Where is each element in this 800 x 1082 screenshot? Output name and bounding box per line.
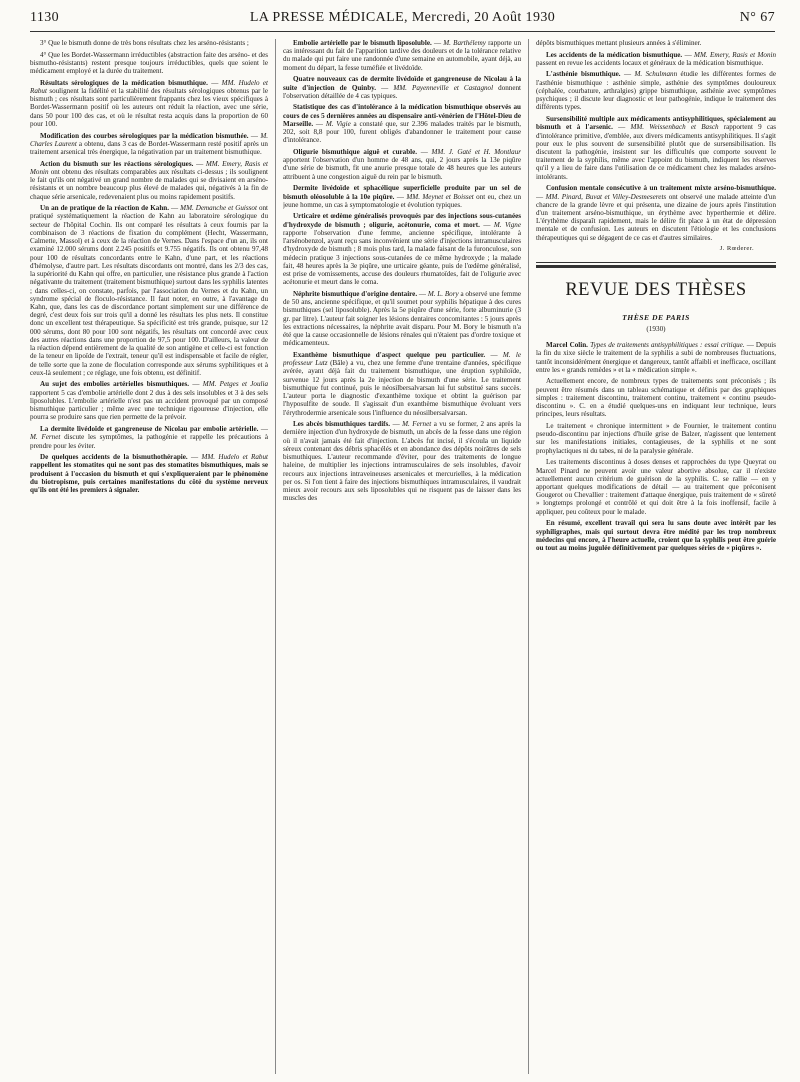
abstract-title: Confusion mentale consécutive à un traitement mixte arséno-bismuthique. (546, 184, 776, 193)
abstract: De quelques accidents de la bismuthothérapie. — MM. Hudelo et Rabut rappellent les stomatites qui ne sont pas des stomatites bismuthiques, mais se produisent à l'occasion du bismuth et qui s'expliqueraient par le phénomène du biotropisme, puis certaines manifestations du côté du système nerveux qu'ils ont été les premiers à signaler. (30, 453, 268, 495)
abstract: Un an de pratique de la réaction de Kahn. — MM. Demanche et Guissot ont pratiqué systématiquement la réaction de Kahn au laboratoire sérologique du secteur de l'hôpital Cochin. Ils ont comparé les résultats à ceux fournis par la combinaison de 3 réactions de fixation du complément (Hecht, Wassermann, Calmette, Massol) et à ceux de la réaction de Vernes. Dans l'espace d'un an, ils ont examiné 12.000 sérums dont 2.245 positifs et 9.755 négatifs. Ils ont obtenu 97,48 pour 100 de résultats concordants entre le Kahn, d'une part, et les réactions d'hémolyse, d'autre part. Les résultats discordants ont montré, dans les 2/3 des cas, la supériorité du Kahn qui offre, en particulier, une résistance plus grande à l'action négativante du traitement (traitement bismuthique) surtout dans les syphilis latentes ; dans celles-ci, on constate, parfois, par l'association du Vernes et du Kahn, un syndrome spécial de floculo-résistance. Il faut noter, en outre, à l'avantage du Kahn, que, dans les cas de discordance portant simplement sur une différence de degré, c'est deux fois sur trois qu'il a donné les résultats les plus nets. Il constitue donc un excellent test thérapeutique. Sa spécificité est très grande, puisque, sur 12 000 sérums, dont 80 pour 100 sont négatifs, les résultats ont concordé avec ceux des autres réactions dans une proportion de 97,5 pour 100. D'ailleurs, la valeur de la réaction dépend entièrement de la qualité de son antigène et celle-ci est fonction de la teneur en lipoïde de l'extrait, teneur qu'il est indispensable et facile de régler, de telle sorte que la zone de floculation corresponde aux sérums syphilitiques et à ceux-là seulement ; ce réglage, une fois obtenu, est définitif. (30, 204, 268, 377)
column-3 (536, 39, 776, 1074)
abstract-body: a observé une femme de 50 ans, ancienne spécifique, et qu'il soumet pour syphilis hépatique à des cures bismuthiques (sel liposoluble). Après la 5e piqûre d'une série, forte albuminurie (3 gr. par litre). L'auteur fait soigner les lésions dentaires concomitantes : 5 jours après les extractions nécessaires, la néphrite avait disparu. Pour M. Bory le bismuth n'a été que la cause occasionnelle de lésions rénales qui n'étaient pas d'ordre toxique et médicamenteux. (283, 289, 521, 348)
abstract-title: Statistique des cas d'intolérance à la médication bismuthique observés au cours de ces 5 dernières années au dispensaire anti-vénérien de l'Hôtel-Dieu de Marseille. (283, 103, 521, 128)
section-rule (536, 262, 776, 263)
abstract: Action du bismuth sur les réactions sérologiques. — MM. Emery, Rasis et Monin ont obtenu des résultats comparables aux résultats ci-dessus ; ils soulignent le fait qu'ils ont négativé un grand nombre de malades qui se divisaient en arséno-résistants et un nombre beaucoup plus élevé de malades qui, négativés à la fin de chaque série arsenicale, redevenaient plus ou moins rapidement positifs. (30, 159, 268, 201)
paragraph: 3° Que le bismuth donne de très bons résultats chez les arséno-résistants ; (40, 39, 249, 47)
subsection-heading: THÈSE DE PARIS (622, 312, 690, 322)
abstract-title: Embolie artérielle par le bismuth liposoluble. (293, 39, 432, 47)
paragraph: Le traitement « chronique intermittent » de Fournier, le traitement continu pseudo-discontinu par injections d'huile grise de Balzer, n'agissent que lentement sur les manifestations initiales, contagieuses, de la syphilis et ne sont prophylactiques ni du tabes, ni de la paralysie générale. (536, 421, 776, 455)
abstract-title: De quelques accidents de la bismuthothérapie. (40, 453, 188, 462)
column-divider-2 (528, 39, 529, 1074)
abstract-body: passent en revue les accidents locaux et généraux de la médication bismuthique. (536, 58, 764, 67)
abstract-author: M. Vigie (325, 119, 351, 128)
abstract-author: M. L. Bory (427, 289, 459, 298)
section-heading: REVUE DES THÈSES (565, 279, 747, 300)
abstract-title: Sursensibilité multiple aux médicaments antisyphilitiques, spécialement au bismuth et à l'arsenic. (536, 115, 776, 132)
abstract-body: apportent l'observation d'un homme de 48 ans, qui, 2 jours après la 13e piqûre d'une série de bismuth, fit une anurie presque totale de 48 heures que les auteurs attribuent à une congestion aiguë du rein par le bismuth. (283, 156, 521, 181)
abstract-author: MM. Emery, Rasis et Monin (30, 159, 268, 176)
abstract-title: Un an de pratique de la réaction de Kahn. (40, 204, 170, 213)
abstract-author: M. Schulmann (634, 70, 678, 79)
abstract-author: MM. Payenneville et Castagnol (393, 83, 494, 92)
abstract-title: Dermite livédoïde et sphacélique superficielle produite par un sel de bismuth oléosoluble à la 10e piqûre. (283, 184, 521, 201)
paragraph: dépôts bismuthiques mettant plusieurs années à s'éliminer. (536, 39, 702, 47)
abstract-body: a vu se former, 2 ans après la dernière injection d'un hydroxyde de bismuth, un abcès de la fesse dans une région où il n'avait jamais été fait d'injection. L'abcès fut incisé, il s'écoula un liquide séreux contenant des débris sphacélés et en abondance des dépôts noirâtres de sels bismuthiques. L'auteur recommande d'éviter, pour des traitements de longue haleine, de multiplier les injections intramusculaires de sels insolubles, d'avoir recours aux injections intraveineuses arsenicales et mercurielles, à la médication per os. Si l'on tient à faire des injections bismuthiques intramusculaires, il vaudrait mieux avoir recours aux sels liposolubles qui ne risquent pas de laisser dans les muscles des (283, 420, 521, 503)
journal-title: LA PRESSE MÉDICALE, Mercredi, 20 Août 1930 (249, 10, 556, 25)
page-number: 1130 (30, 10, 60, 25)
abstract-body: (Bâle) a vu, chez une femme d'une trentaine d'années, spécifique avérée, ayant déjà fait du traitement bismuthique, une éruption syphiloïde, survenue 12 jours après la 2e injection de bismuth d'une série. Le traitement bismuthique fut continué, puis le néosilbersalvarsan lui fut substitué sans succès. L'auteur porta le diagnostic d'exanthème toxique et obtint la guérison par l'hyposulfite de soude. Il s'agissait d'un exanthème bismuthique évoluant vers l'érythrodermie arsenicale sous l'influence du néosilbersalvarsan. (283, 359, 521, 417)
abstract: Les accidents de la médication bismuthique. — MM. Emery, Rasis et Monin passent en revue les accidents locaux et généraux de la médication bismuthique. (536, 50, 776, 67)
abstract-title: Oligurie bismuthique aiguë et curable. (293, 147, 418, 156)
column-divider-1 (275, 39, 276, 1074)
abstract-body: rapporte l'observation d'une femme, ancienne spécifique, intolérante à l'arsénobenzol, ayant reçu sans inconvénient une série d'injections intramusculaires d'hydroxyde de bismuth ; 8 mois plus tard, la malade faisant de la furonculose, son médecin pratique 3 injections sous-cutanées de ce même hydroxyde ; la malade fait, 48 heures après la 3e piqûre, une urticaire géante, puis de l'œdème généralisé, est prise de vomissements, accuse des douleurs rhumatoïdes, fait de l'oligurie avec acétonurie et meurt dans le coma. (283, 228, 521, 287)
abstract-author: MM. J. Gaté et H. Montlaur (431, 147, 521, 156)
abstract-body: étudie les différentes formes de l'asthénie bismuthique : asthénie simple, asthénie des symptômes douloureux (céphalée, courbature, arthralgies) grippe bismuthique, asthénie avec symptômes psychiques ; il discute leur diagnostic et leur pathogénie, indique le traitement des différents types. (536, 70, 776, 112)
thesis-review: Marcel Colin. Types de traitements antisyphilitiques : essai critique. — Depuis la fin du xixe siècle le traitement de la syphilis a subi de nombreuses fluctuations, tantôt inconsidérément énergique et dangereux, tantôt affaibli et inefficace, oscillant entre les « grands remèdes » et la « médication simple ». (536, 341, 776, 374)
abstract-title: Exanthème bismuthique d'aspect quelque peu particulier. (293, 350, 486, 359)
abstract-author: M. le professeur Lutz (283, 350, 521, 368)
abstract: Résultats sérologiques de la médication bismuthique. — MM. Hudelo et Rabut soulignent la fidélité et la stabilité des résultats sérologiques obtenus par le bismuth ; ces résultats sont particulièrement frappants chez les vieux spécifiques à Bordet-Wassermann positif où les auteurs ont réduit la réaction, avec une série, dans 50 pour 100 des cas, et où le résultat resta acquis dans la proportion de 60 pour 100. (30, 78, 268, 128)
abstract-author: M. Vigne (493, 220, 521, 229)
abstract-title: Les accidents de la médication bismuthique. (546, 50, 683, 59)
thesis-title: Types de traitements antisyphilitiques : essai critique. (590, 341, 745, 350)
abstract-body: rapportent 9 cas d'intolérance primitive, d'emblée, aux divers médicaments antisyphilitiques. Il s'agit pour eux le plus souvent de sursensibilité plutôt que de sursensibilisation. Ils discutent la pathogénie, insistent sur les difficultés que comporte souvent le traitement de la syphilis, même avec l'appoint du bismuth, indiquent les réserves qu'il y a lieu de faire dans l'utilisation de ce médicament chez les malades arséno-intolérants. (536, 123, 776, 181)
abstract-author: MM. Weissenbach et Basch (630, 123, 719, 132)
abstract-author: MM. Petges et Joulia (202, 380, 268, 389)
thesis-body: Depuis la fin du xixe siècle le traitement de la syphilis a subi de nombreuses fluctuations, tantôt inconsidérément énergique et dangereux, tantôt affaibli et inefficace, oscillant entre les « grands remèdes » et la « médication simple ». (536, 341, 776, 374)
abstract-body: discute les symptômes, la pathogénie et rappelle les précautions à prendre pour les éviter. (30, 433, 268, 450)
abstract-body: ont pratiqué systématiquement la réaction de Kahn au laboratoire sérologique du secteur de l'hôpital Cochin. Ils ont comparé les résultats à ceux fournis par la combinaison de 3 réactions de fixation du complément (Hecht, Wassermann, Calmette, Massol) et à ceux de la réaction de Vernes. Dans l'espace d'un an, ils ont examiné 12.000 sérums dont 2.245 positifs et 9.755 négatifs. Ils ont obtenu 97,48 pour 100 de résultats concordants entre le Kahn, d'une part, et les réactions d'hémolyse, d'autre part. Les résultats discordants ont montré, dans les 2/3 des cas, la supériorité du Kahn qui offre, en particulier, une résistance plus grande à l'action négativante du traitement (traitement bismuthique) surtout dans les syphilis latentes ; dans celles-ci, on constate, parfois, par l'association du Vernes et du Kahn, un syndrome spécial de floculo-résistance. Il faut noter, en outre, à l'avantage du Kahn, que, dans les cas de discordance portant simplement sur une différence de degré, c'est deux fois sur trois qu'il a donné les résultats les plus nets. Il constitue donc un excellent test thérapeutique. Sa spécificité est très grande, puisque, sur 12 000 sérums, dont 80 pour 100 sont négatifs, les résultats ont concordé avec ceux des autres réactions dans une proportion de 97,5 pour 100. D'ailleurs, la valeur de la réaction dépend entièrement de la qualité de son antigène et celle-ci est fonction de la teneur en lipoïde de l'extrait, teneur qu'il est indispensable et facile de régler, de telle sorte que la zone de floculation corresponde aux sérums syphilitiques et à ceux-là seulement ; ce réglage, une fois obtenu, est définitif. (30, 204, 268, 377)
abstract-body: ont eu, chez un jeune homme, un cas à symptomatologie et évolution typiques. (283, 192, 521, 209)
abstract-author: M. Charles Laurent (30, 131, 268, 148)
abstract-title: Les abcès bismuthiques tardifs. (293, 420, 391, 429)
abstract-author: M. Fernet (402, 420, 432, 429)
abstract-title: Néphrite bismuthique d'origine dentaire. (293, 289, 418, 298)
abstract: Dermite livédoïde et sphacélique superficielle produite par un sel de bismuth oléosoluble à la 10e piqûre. — MM. Meynet et Boisset ont eu, chez un jeune homme, un cas à symptomatologie et évolution typiques. (283, 184, 521, 209)
abstract-body: donnent l'observation détaillée de 4 cas typiques. (283, 83, 521, 100)
column-2 (283, 39, 521, 1074)
paragraph: Les traitements discontinus à doses denses et rapprochées du type Queyrat ou Marcel Pinard ne peuvent avoir une valeur abortive absolue, car il n'existe actuellement aucun critérium de guérison de la syphilis. C. se rallie — en y apportant quelques modifications de détail — au traitement que préconisent Gougerot ou Chevallier : traitement d'attaque énergique, puis traitement de « sûreté » longtemps prolongé et contrôlé et qui doit être à la fois inoffensif, facile à appliquer, peu coûteux pour le malade. (536, 458, 776, 516)
abstract-title: La dermite livédoïde et gangreneuse de Nicolau par embolie artérielle. (40, 425, 259, 434)
abstract-body: a obtenu, dans 3 cas de Bordet-Wassermann resté positif après un traitement arsenical très énergique, la négativation par un traitement bismuthique. (30, 139, 268, 156)
abstract: Néphrite bismuthique d'origine dentaire. — M. L. Bory a observé une femme de 50 ans, ancienne spécifique, et qu'il soumet pour syphilis hépatique à des cures bismuthiques (sel liposoluble). Après la 5e piqûre d'une série, forte albuminurie (3 gr. par litre). L'auteur fait soigner les lésions dentaires concomitantes : 5 jours après les extractions nécessaires, la néphrite avait disparu. Pour M. Bory le bismuth n'a été que la cause occasionnelle de lésions rénales qui n'étaient pas d'ordre toxique et médicamenteux. (283, 289, 521, 348)
abstract: Sursensibilité multiple aux médicaments antisyphilitiques, spécialement au bismuth et à l'arsenic. — MM. Weissenbach et Basch rapportent 9 cas d'intolérance primitive, d'emblée, aux divers médicaments antisyphilitiques. Il s'agit pour eux le plus souvent de sursensibilité plutôt que de sursensibilisation. Ils discutent la pathogénie, insistent sur les difficultés que comporte souvent le traitement de la syphilis, même avec l'appoint du bismuth, indiquent les réserves qu'il y a lieu de faire dans l'utilisation de ce médicament chez les malades arséno-intolérants. (536, 115, 776, 181)
abstract-author: MM. Demanche et Guissot (180, 204, 257, 213)
abstract-body: rapportent 5 cas d'embolie artérielle dont 2 dus à des sels insolubles et 3 à des sels liposolubles. L'embolie artérielle n'est pas un accident provoqué par un composé bismuthique particulier ; même avec une technique rigoureuse d'injection, elle pourra se produire sans que rien permette de la prévoir. (30, 388, 268, 422)
abstract-title: L'asthénie bismuthique. (546, 70, 621, 79)
paragraph: 4° Que les Bordet-Wassermann irréductibles (abstraction faite des arséno- et des bismutho-résistants) restent presque toujours irréductibles, quels que soient le médicament employé et la durée du traitement. (30, 50, 268, 76)
abstract-body: soulignent la fidélité et la stabilité des résultats sérologiques obtenus par le bismuth ; ces résultats sont particulièrement frappants chez les vieux spécifiques à Bordet-Wassermann positif où les auteurs ont réduit la réaction, avec une série, dans 50 pour 100 des cas, et où le résultat resta acquis dans la proportion de 60 pour 100. (30, 86, 268, 128)
abstract-author: M. Fernet (30, 433, 61, 442)
abstract: Exanthème bismuthique d'aspect quelque peu particulier. — M. le professeur Lutz (Bâle) a vu, chez une femme d'une trentaine d'années, spécifique avérée, ayant déjà fait du traitement bismuthique, une éruption syphiloïde, survenue 12 jours après la 2e injection de bismuth d'une série. Le traitement bismuthique fut continué, puis le néosilbersalvarsan lui fut substitué sans succès. L'auteur porta le diagnostic d'exanthème toxique et obtint la guérison par l'hyposulfite de soude. Il s'agissait d'un exanthème bismuthique évoluant vers l'érythrodermie arsenicale sous l'influence du néosilbersalvarsan. (283, 350, 521, 417)
abstract: Oligurie bismuthique aiguë et curable. — MM. J. Gaté et H. Montlaur apportent l'observation d'un homme de 48 ans, qui, 2 jours après la 13e piqûre d'une série de bismuth, fit une anurie presque totale de 48 heures que les auteurs attribuent à une congestion aiguë du rein par le bismuth. (283, 147, 521, 181)
abstract-body: ont obtenu des résultats comparables aux résultats ci-dessus ; ils soulignent le fait qu'ils ont négativé un grand nombre de malades qui se divisaient en arséno-résistants et un nombre beaucoup plus élevé de malades qui, négativés à la fin de chaque série arsenicale, redevenaient plus ou moins rapidement positifs. (30, 167, 268, 201)
abstract-title: Modification des courbes sérologiques par la médication bismuthée. (40, 131, 249, 140)
abstract-title: Résultats sérologiques de la médication bismuthique. (40, 78, 208, 87)
abstract: Modification des courbes sérologiques par la médication bismuthée. — M. Charles Laurent a obtenu, dans 3 cas de Bordet-Wassermann resté positif après un traitement arsenical très énergique, la négativation par un traitement bismuthique. (30, 131, 268, 156)
paragraph: En résumé, excellent travail qui sera lu sans doute avec intérêt par les syphiligraphes, mais qui surtout devra être médité par les trop nombreux médecins qui encore, à l'heure actuelle, croient que la syphilis peut être guérie ou tout au moins jugulée définitivement par quelques séries de « piqûres ». (536, 519, 776, 552)
signature: J. Rœderer. (719, 245, 754, 253)
abstract: Statistique des cas d'intolérance à la médication bismuthique observés au cours de ces 5 dernières années au dispensaire anti-vénérien de l'Hôtel-Dieu de Marseille. — M. Vigie a constaté que, sur 2.396 malades traités par le bismuth, 202, soit 8,8 pour 100, furent obligés d'abandonner le traitement pour cause d'intolérance. (283, 103, 521, 145)
section-double-rule (536, 265, 776, 268)
abstract-title: Action du bismuth sur les réactions sérologiques. (40, 159, 194, 168)
abstract: Les abcès bismuthiques tardifs. — M. Fernet a vu se former, 2 ans après la dernière injection d'un hydroxyde de bismuth, un abcès de la fesse dans une région où il n'avait jamais été fait d'injection. L'abcès fut incisé, il s'écoula un liquide séreux contenant des débris sphacélés et en abondance des dépôts noirâtres de sels bismuthiques. L'auteur recommande d'éviter, pour des traitements de longue haleine, de multiplier les injections intramusculaires de sels insolubles, d'avoir recours aux injections intraveineuses arsenicales et mercurielles, à la médication per os. Si l'on tient à faire des injections bismuthiques intramusculaires, il vaudrait mieux avoir recours aux sels liposolubles qui ne risquent pas de laisser dans les muscles des (283, 420, 521, 503)
abstract: La dermite livédoïde et gangreneuse de Nicolau par embolie artérielle. — M. Fernet discute les symptômes, la pathogénie et rappelle les précautions à prendre pour les éviter. (30, 425, 268, 450)
abstract: L'asthénie bismuthique. — M. Schulmann étudie les différentes formes de l'asthénie bismuthique : asthénie simple, asthénie des symptômes douloureux (céphalée, courbature, arthralgies) grippe bismuthique, asthénie avec symptômes psychiques ; il discute leur diagnostic et leur pathogénie, indique le traitement des différents types. (536, 70, 776, 112)
abstract: Embolie artérielle par le bismuth liposoluble. — M. Barthélemy rapporte un cas intéressant du fait de l'apparition tardive des douleurs et de la tolérance relative du malade qui put faire une randonnée d'une semaine en automobile, ayant déjà, au moment du départ, la fesse tuméfiée et livédoïde. (283, 39, 521, 72)
abstract-author: MM. Meynet et Boisset (406, 192, 474, 201)
abstract-author: MM. Pinard, Buvat et Villey-Desmeserets (545, 192, 667, 201)
abstract-author: M. Barthélemy (443, 39, 486, 47)
abstract: Au sujet des embolies artérielles bismuthiques. — MM. Petges et Joulia rapportent 5 cas d'embolie artérielle dont 2 dus à des sels insolubles et 3 à des sels liposolubles. L'embolie artérielle n'est pas un accident provoqué par un composé bismuthique particulier ; même avec une technique rigoureuse d'injection, elle pourra se produire sans que rien permette de la prévoir. (30, 380, 268, 422)
abstract-body: rapporte un cas intéressant du fait de l'apparition tardive des douleurs et de la tolérance relative du malade qui put faire une randonnée d'une semaine en automobile, ayant déjà, au moment du départ, la fesse tuméfiée et livédoïde. (283, 39, 521, 72)
abstract-author: MM. Hudelo et Rabut (201, 453, 268, 462)
subsection-year: (1930) (646, 324, 666, 333)
abstract: Urticaire et œdème généralisés provoqués par des injections sous-cutanées d'hydroxyde de bismuth ; oligurie, acétonurie, coma et mort. — M. Vigne rapporte l'observation d'une femme, ancienne spécifique, intolérante à l'arsénobenzol, ayant reçu sans inconvénient une série d'injections intramusculaires d'hydroxyde de bismuth ; 8 mois plus tard, la malade faisant de la furonculose, son médecin pratique 3 injections sous-cutanées de ce même hydroxyde ; la malade fait, 48 heures après la 3e piqûre, une urticaire géante, puis de l'œdème généralisé, est prise de vomissements, accuse des douleurs rhumatoïdes, fait de l'oligurie avec acétonurie et meurt dans le coma. (283, 212, 521, 287)
abstract: Quatre nouveaux cas de dermite livédoïde et gangreneuse de Nicolau à la suite d'injection de Quinby. — MM. Payenneville et Castagnol donnent l'observation détaillée de 4 cas typiques. (283, 75, 521, 100)
abstract-body: a constaté que, sur 2.396 malades traités par le bismuth, 202, soit 8,8 pour 100, furent obligés d'abandonner le traitement pour cause d'intolérance. (283, 119, 521, 145)
abstract: Confusion mentale consécutive à un traitement mixte arséno-bismuthique. — MM. Pinard, Buvat et Villey-Desmeserets ont observé une malade atteinte d'un chancre de la grande lèvre et qui présenta, une dizaine de jours après l'institution d'un traitement arséno-bismuthique, un érythème avec hyperthermie et délire. L'érythème disparaît rapidement, mais le délire fit place à un état de dépression mentale et de confusion. Les auteurs en discutent l'étiologie et les conclusions thérapeutiques qui se dégagent de ce cas et d'autres similaires. (536, 184, 776, 242)
abstract-body: ont observé une malade atteinte d'un chancre de la grande lèvre et qui présenta, une dizaine de jours après l'institution d'un traitement arséno-bismuthique, un érythème avec hyperthermie et délire. L'érythème disparaît rapidement, mais le délire fit place à un état de dépression mentale et de confusion. Les auteurs en discutent l'étiologie et les conclusions thérapeutiques qui se dégagent de ce cas et d'autres similaires. (536, 192, 776, 242)
issue-number: N° 67 (739, 10, 775, 25)
abstract-title: Au sujet des embolies artérielles bismuthiques. (40, 380, 190, 389)
abstract-title: Urticaire et œdème généralisés provoqués par des injections sous-cutanées d'hydroxyde de bismuth ; oligurie, acétonurie, coma et mort. (283, 212, 521, 229)
abstract-author: MM. Hudelo et Rabut (30, 78, 268, 95)
page-header (30, 10, 775, 32)
thesis-author: Marcel Colin. (546, 341, 588, 350)
abstract-title: Quatre nouveaux cas de dermite livédoïde et gangreneuse de Nicolau à la suite d'injection de Quinby. (283, 75, 521, 92)
column-1 (30, 39, 268, 1074)
abstract-body: rappellent les stomatites qui ne sont pas des stomatites bismuthiques, mais se produisent à l'occasion du bismuth et qui s'expliqueraient par le phénomène du biotropisme, puis certaines manifestations du côté du système nerveux qu'ils ont été les premiers à signaler. (30, 461, 268, 495)
abstract-author: MM. Emery, Rasis et Monin (694, 50, 776, 59)
paragraph: Actuellement encore, de nombreux types de traitements sont préconisés ; ils peuvent être résumés dans un tableau schématique et définis par des graphiques simples : traitement discontinu, traitement continu, traitement « continu pseudo-discontinu ». C. en a étudié quelques-uns en indiquant leur technique, leurs principes, leurs résultats. (536, 377, 776, 419)
